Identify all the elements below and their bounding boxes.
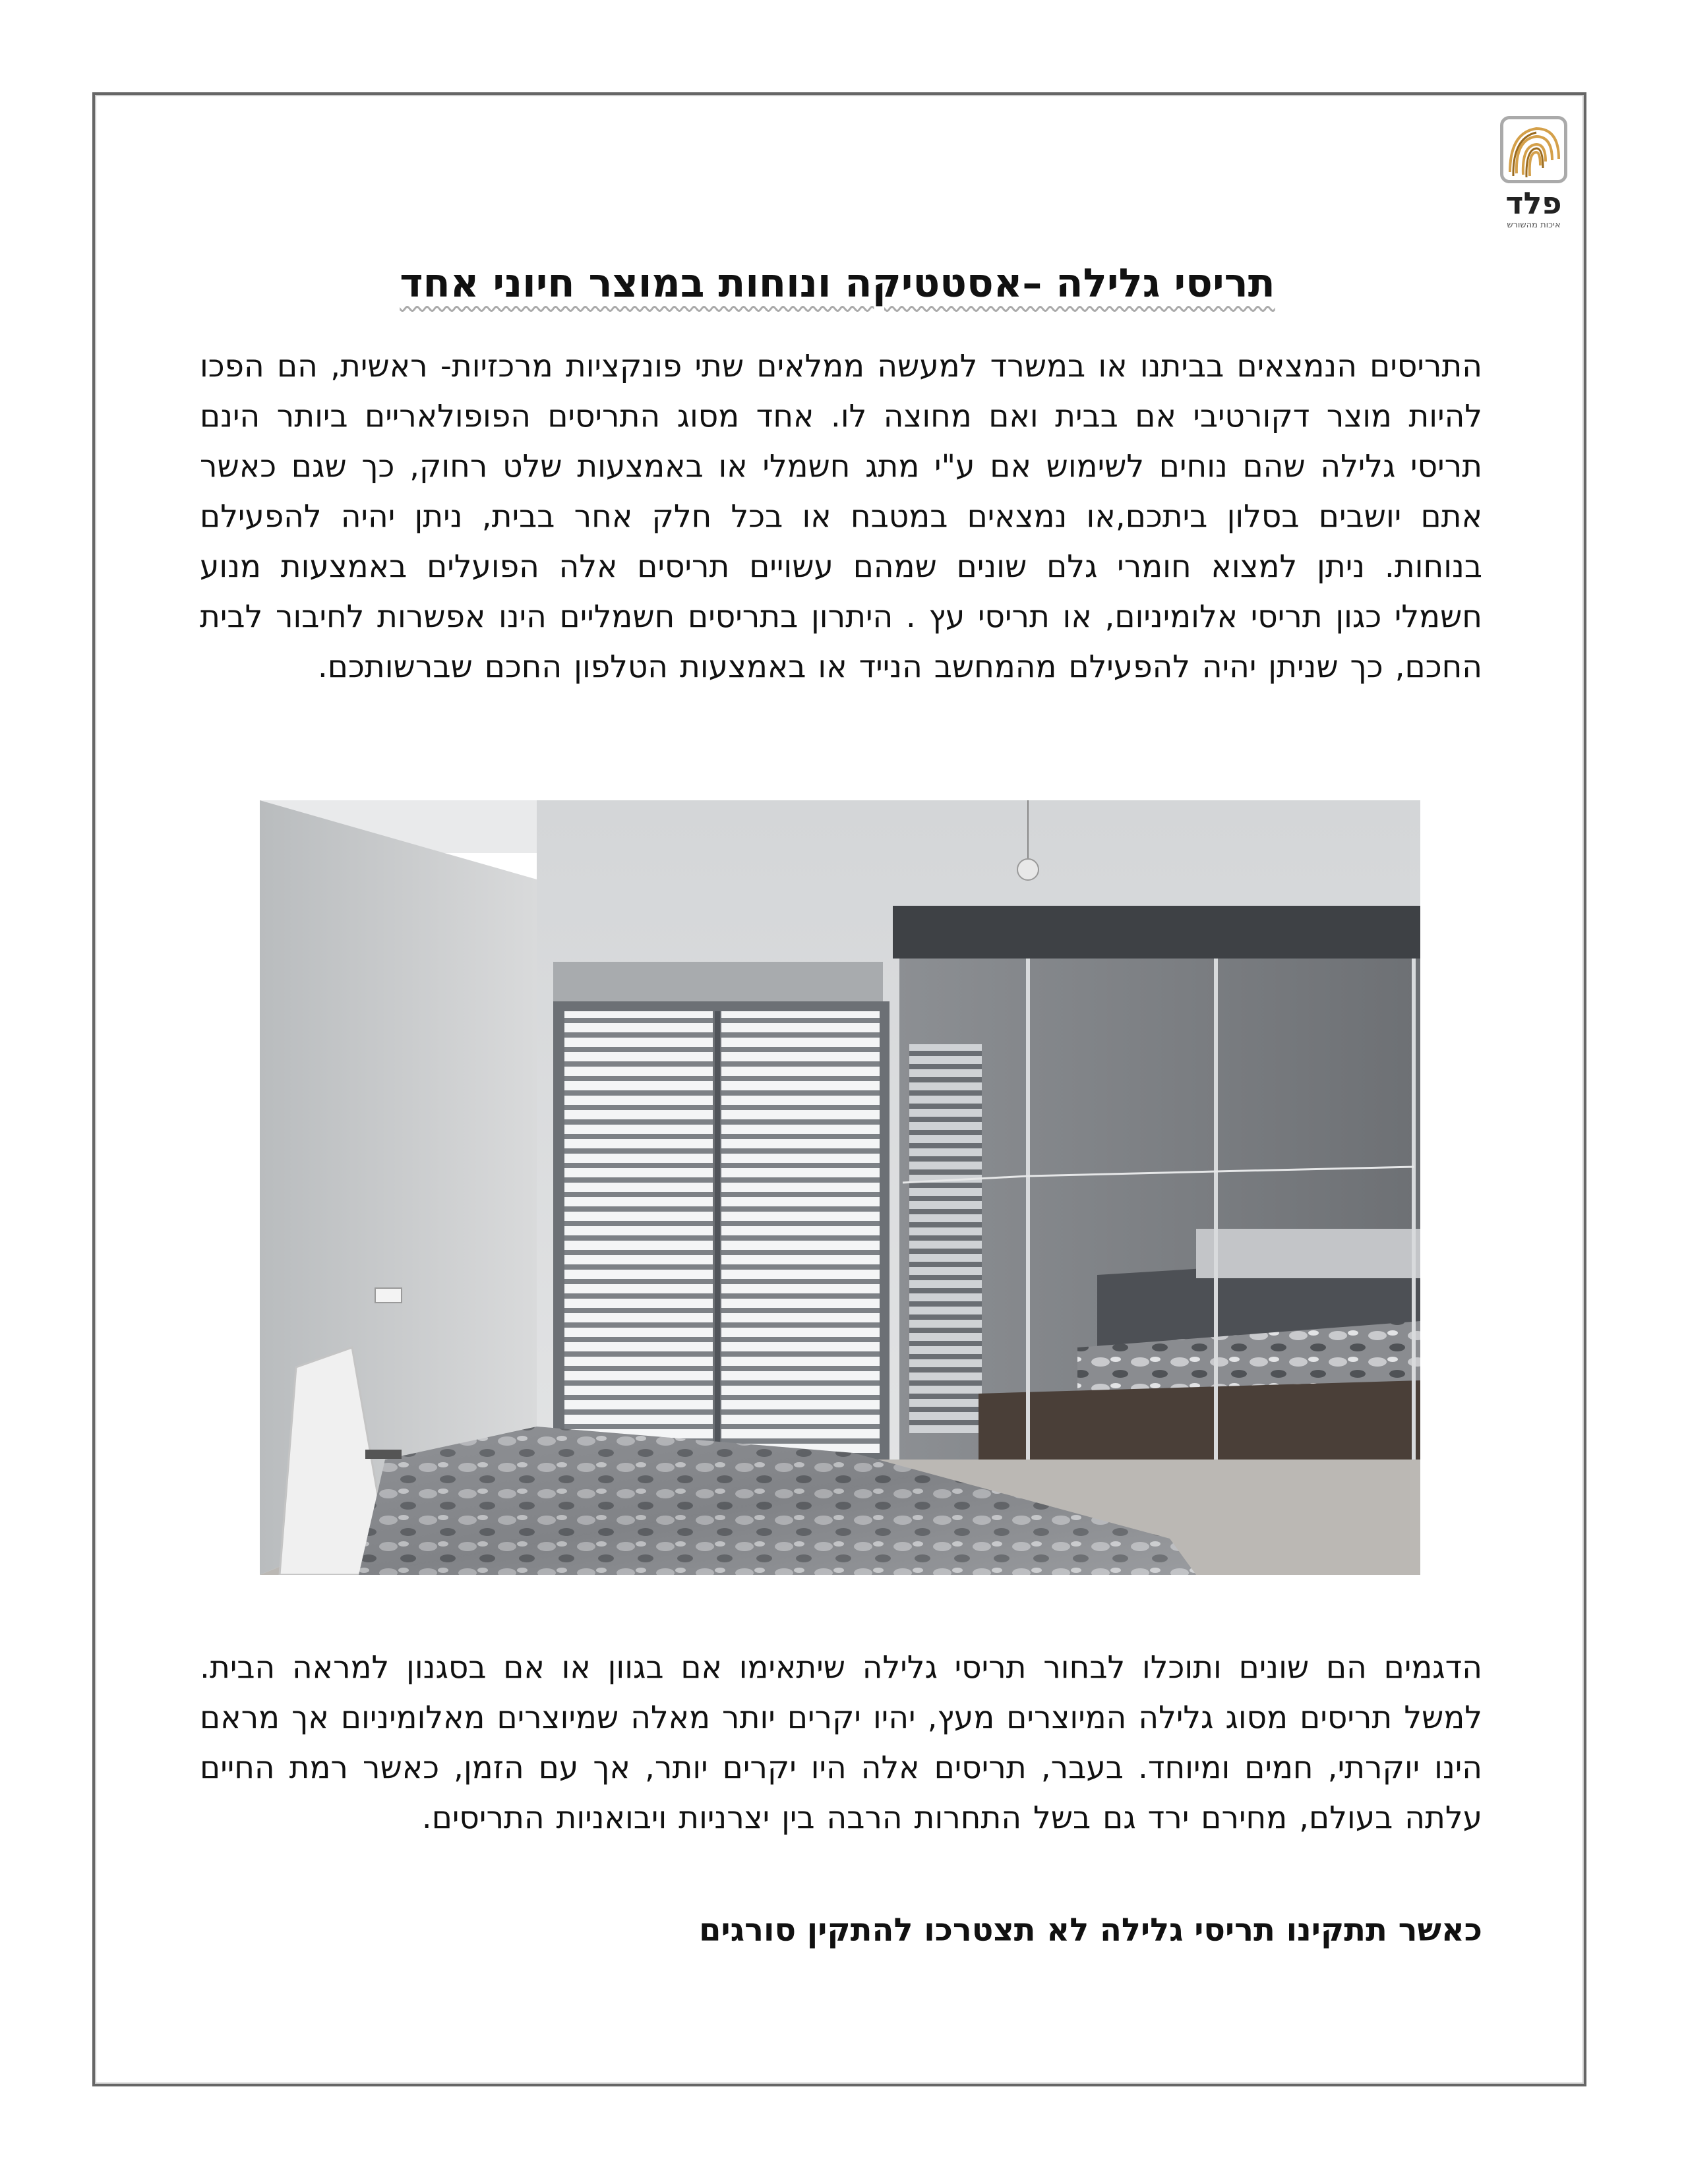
title-text: תריסי גלילה –אסטטיקה ונוחות במוצר חיוני אחד — [400, 260, 1275, 307]
page-title — [198, 256, 1477, 311]
logo-tagline: איכות מהשורש — [1507, 220, 1561, 230]
bedroom-photo — [260, 800, 1420, 1575]
company-logo — [1495, 116, 1572, 235]
models-paragraph: הדגמים הם שונים ותוכלו לבחור תריסי גלילה שיתאימו אם בגוון או אם בסגנון למראה הבית. למשל תריסים מסוג גלילה המיוצרים מעץ, יהיו יקרים יותר מאלה שמיוצרים מאלומיניום אך מראם הינו יוקרתי, חמים ומיוחד. בעבר, תריסים אלה היו יקרים יותר, אך עם הזמן, כאשר רמת החיים עלתה בעולם, מחירם ירד גם בשל התחרות הרבה בין יצרניות ויבואניות התריסים. — [200, 1649, 1482, 1836]
section-heading: כאשר תתקינו תריסי גלילה לא תצטרכו להתקין סורגים — [699, 1912, 1482, 1949]
logo-text: פלד — [1505, 185, 1562, 221]
intro-paragraph: התריסים הנמצאים בביתנו או במשרד למעשה ממלאים שתי פונקציות מרכזיות- ראשית, הם הפכו להיות מוצר דקורטיבי אם בבית ואם מחוצה לו. אחד מסוג התריסים הפופולאריים ביותר הינם תריסי גלילה שהם נוחים לשימוש אם ע"י מתג חשמלי או באמצעות שלט רחוק, כך שגם כאשר אתם יושבים בסלון ביתכם,או נמצאים במטבח או בכל חלק אחר בבית, ניתן יהיה להפעילם בנוחות. ניתן למצוא חומרי גלם שונים שמהם עשויים תריסים אלה הפועלים באמצעות מנוע חשמלי כגון תריסי אלומיניום, או תריסי עץ . היתרון בתריסים חשמליים הינו אפשרות לחיבור לבית החכם, כך שניתן יהיה להפעילם מהמחשב הנייד או באמצעות הטלפון החכם שברשותכם. — [200, 348, 1482, 685]
fingerprint-logo-icon — [1500, 116, 1567, 183]
